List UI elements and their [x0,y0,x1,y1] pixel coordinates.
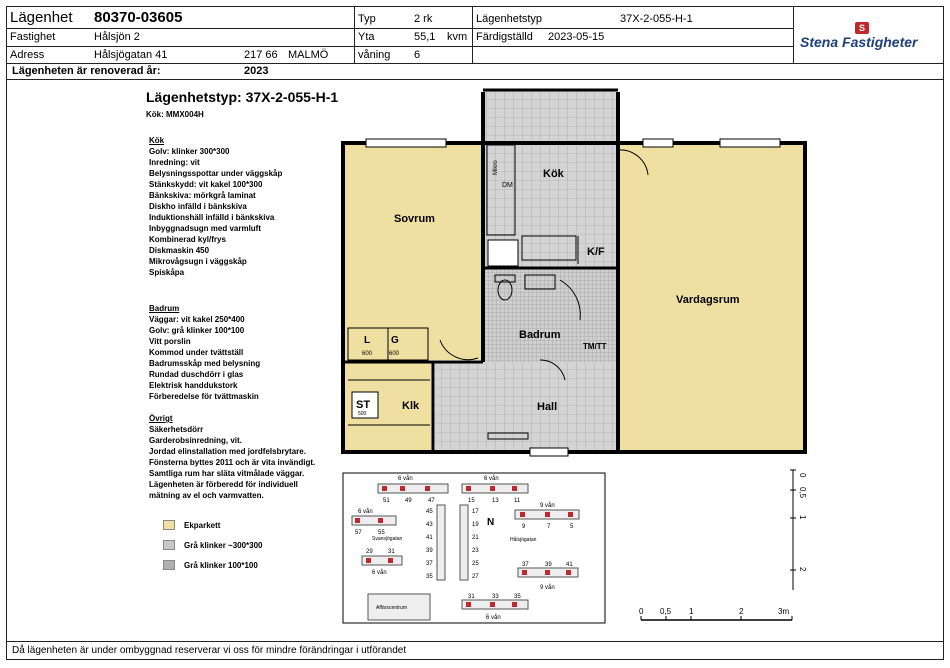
site-number: 15 [468,498,475,504]
spec-other-heading: Övrigt [149,414,173,423]
scale-label: 0,5 [660,607,672,616]
scale-label: 0 [639,607,644,616]
label-living: Vardagsrum [676,294,740,306]
spec-item: Fönsterna byttes 2011 och är vita invändigt. [149,458,316,467]
spec-item: Stänkskydd: vit kakel 100*300 [149,180,263,189]
logo-text: Stena Fastigheter [800,34,918,50]
spec-item: Väggar: vit kakel 250*400 [149,315,245,324]
label-dishwasher: DM [502,182,513,189]
site-number: 13 [492,498,499,504]
label-st-size: 500 [358,411,367,417]
site-number: 39 [426,548,433,554]
site-number: 49 [405,498,412,504]
spec-item: Garderobsinredning, vit. [149,436,242,445]
apt-type-label: Lägenhetstyp [476,13,543,25]
renovated-value: 2023 [244,65,269,77]
site-number: 51 [383,498,390,504]
spec-item: mätning av el och varmvatten. [149,491,264,500]
area-unit: kvm [447,31,468,43]
footer-disclaimer: Då lägenheten är under ombyggnad reserverar vi oss för mindre förändringar i utförandet [12,645,407,656]
scale-label: 1 [798,515,807,520]
site-number: 37 [426,561,433,567]
apartment-label: Lägenhet [10,9,73,26]
site-number: 55 [378,530,385,536]
room-hall [435,362,618,450]
site-number: 39 [545,562,552,568]
site-number: 21 [472,535,479,541]
spec-item: Kombinerad kyl/frys [149,235,226,244]
label-g-size: 600 [389,351,400,357]
spec-item: Mikrovågsugn i väggskåp [149,257,247,266]
legend-label: Ekparkett [184,521,221,530]
floor-label: våning [358,49,391,61]
spec-item: Jordad elinstallation med jordfelsbrytare. [149,447,306,456]
completed-value: 2023-05-15 [548,31,605,43]
site-number: 57 [355,530,362,536]
spec-item: Golv: grå klinker 100*100 [149,326,245,335]
site-number: 29 [366,549,373,555]
kitchen-code: Kök: MMX004H [146,110,204,119]
label-l-size: 600 [362,351,373,357]
horizontal-scale [639,607,792,620]
type-value: 2 rk [414,13,433,25]
spec-item: Belysningsspottar under väggskåp [149,169,283,178]
spec-item: Bänkskiva: mörkgrå laminat [149,191,256,200]
spec-item: Förberedelse för tvättmaskin [149,392,259,401]
renovated-label: Lägenheten är renoverad år: [12,65,161,77]
site-number: 19 [472,522,479,528]
site-number: 17 [472,509,479,515]
label-st: ST [356,399,371,411]
area-value: 55,1 [414,31,436,43]
spec-bathroom-heading: Badrum [149,304,180,313]
spec-item: Samtliga rum har släta vitmålade väggar. [149,469,305,478]
spec-item: Kommod under tvättställ [149,348,244,357]
address-label: Adress [10,49,45,61]
site-floors9-label: 9 vån [540,503,555,509]
site-number: 33 [492,594,499,600]
area-label: Yta [358,31,375,43]
plan-title: Lägenhetstyp: 37X-2-055-H-1 [146,89,339,105]
site-number: 23 [472,548,479,554]
spec-kitchen-heading: Kök [149,136,165,145]
legend-label: Grå klinker 100*100 [184,561,258,570]
type-label: Typ [358,13,376,25]
spec-item: Elektrisk handdukstork [149,381,238,390]
site-number: 31 [388,549,395,555]
site-number: 37 [522,562,529,568]
site-number: 43 [426,522,433,528]
spec-item: Inbyggnadsugn med varmluft [149,224,262,233]
label-bathroom: Badrum [519,329,561,341]
label-micro: Mikro [493,160,499,175]
scale-label: 2 [798,567,807,572]
label-g: G [391,335,399,346]
legend-label: Grå klinker ~300*300 [184,541,263,550]
floor-value: 6 [414,49,421,61]
site-number: 47 [428,498,435,504]
label-bedroom: Sovrum [394,213,435,225]
property-label: Fastighet [10,31,56,43]
site-number: 45 [426,509,433,515]
site-center: Affärscentrum [376,605,408,611]
postal-code: 217 66 [244,49,278,61]
spec-item: Lägenheten är förberedd för individuell [149,480,298,489]
site-number: 31 [468,594,475,600]
scale-label: 0 [798,473,807,478]
spec-item: Diskho infälld i bänkskiva [149,202,247,211]
label-hall: Hall [537,401,558,413]
site-number: 35 [426,574,433,580]
scale-label: 2 [739,607,744,616]
scale-label: 1 [689,607,694,616]
spec-item: Spiskåpa [149,268,185,277]
label-kitchen: Kök [543,168,564,180]
site-number: 25 [472,561,479,567]
property-value: Hålsjön 2 [94,31,140,43]
completed-label: Färdigställd [476,31,533,43]
spec-item: Rundad duschdörr i glas [149,370,244,379]
spec-item: Golv: klinker 300*300 [149,147,230,156]
label-washer: TM/TT [583,342,607,351]
site-floors-label: 6 vån [358,509,373,515]
spec-item: Vitt porslin [149,337,191,346]
site-number: 41 [566,562,573,568]
site-street: Svansjögatan [372,536,403,542]
site-floors-label: 6 vån [486,615,501,621]
logo-mark: S [855,22,869,34]
site-floors-label: 6 vån [372,570,387,576]
spec-item: Badrumsskåp med belysning [149,359,261,368]
site-number: 5 [570,524,574,530]
scale-label: 0,5 [798,487,807,499]
spec-item: Inredning: vit [149,158,200,167]
site-floors9-label: 9 vån [540,585,555,591]
spec-item: Diskmaskin 450 [149,246,210,255]
north-arrow: N [487,517,495,528]
site-number: 7 [547,524,551,530]
apt-type-value: 37X-2-055-H-1 [620,13,693,25]
address-value: Hålsjögatan 41 [94,49,168,61]
site-floors-label: 6 vån [398,476,413,482]
vertical-scale [790,470,807,590]
site-street: Hålsjögatan [510,537,537,543]
scale-label: 3m [778,607,790,616]
label-fridge: K/F [587,246,605,258]
site-floors-label: 6 vån [484,476,499,482]
site-number: 27 [472,574,479,580]
label-l: L [364,335,371,346]
site-number: 35 [514,594,521,600]
city: MALMÖ [288,49,329,61]
site-number: 41 [426,535,433,541]
label-closet: Klk [402,400,420,412]
spec-item: Säkerhetsdörr [149,425,204,434]
site-number: 9 [522,524,526,530]
site-number: 11 [514,498,521,504]
spec-item: Induktionshäll infälld i bänkskiva [149,213,275,222]
apartment-number: 80370-03605 [94,9,183,26]
